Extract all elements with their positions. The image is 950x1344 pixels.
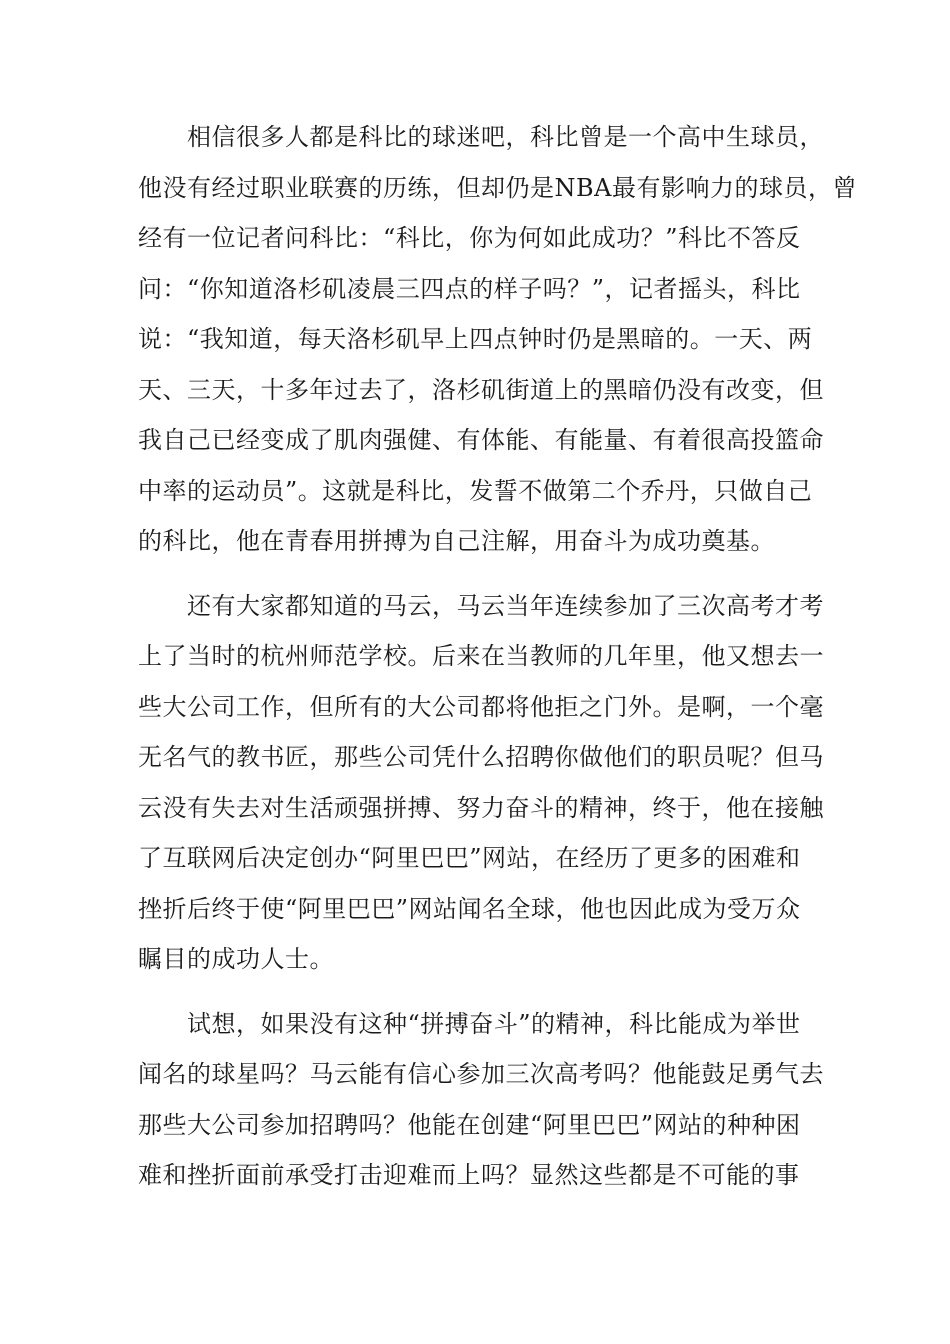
text-line: 无名气的教书匠，那些公司凭什么招聘你做他们的职员呢？但马 xyxy=(138,743,824,771)
text-line: 中率的运动员”。这就是科比，发誓不做第二个乔丹，只做自己 xyxy=(138,476,813,505)
text-line: 那些大公司参加招聘吗？他能在创建“阿里巴巴”网站的种种困 xyxy=(138,1110,801,1139)
text-line: 上了当时的杭州师范学校。后来在当教师的几年里，他又想去一 xyxy=(138,642,824,670)
text-line: 说：“我知道，每天洛杉矶早上四点钟时仍是黑暗的。一天、两 xyxy=(138,325,813,353)
text-line: 经有一位记者问科比：“科比，你为何如此成功？”科比不答反 xyxy=(138,224,801,252)
paragraph-jack-ma xyxy=(138,586,824,990)
text-line: 瞩目的成功人士。 xyxy=(138,945,334,973)
paragraph-kobe xyxy=(138,117,857,572)
text-line: 他没有经过职业联赛的历练，但却仍是NBA最有影响力的球员，曾 xyxy=(138,173,857,202)
text-line: 了互联网后决定创办“阿里巴巴”网站，在经历了更多的困难和 xyxy=(138,844,801,872)
text-line: 我自己已经变成了肌肉强健、有体能、有能量、有着很高投篮命 xyxy=(138,426,824,454)
text-line: 云没有失去对生活顽强拼搏、努力奋斗的精神，终于，他在接触 xyxy=(138,793,824,822)
paragraph-spacer xyxy=(138,990,818,1004)
text-line: 试想，如果没有这种“拼搏奋斗”的精神，科比能成为举世 xyxy=(138,1009,801,1038)
text-line: 的科比，他在青春用拼搏为自己注解，用奋斗为成功奠基。 xyxy=(138,527,775,555)
document-body xyxy=(138,117,857,1206)
text-line: 还有大家都知道的马云，马云当年连续参加了三次高考才考 xyxy=(138,591,824,620)
text-line: 难和挫折面前承受打击迎难而上吗？显然这些都是不可能的事 xyxy=(138,1161,800,1189)
text-line: 天、三天，十多年过去了，洛杉矶街道上的黑暗仍没有改变，但 xyxy=(138,375,824,404)
text-line: 些大公司工作，但所有的大公司都将他拒之门外。是啊，一个毫 xyxy=(138,692,824,721)
text-line: 挫折后终于使“阿里巴巴”网站闻名全球，他也因此成为受万众 xyxy=(138,894,801,923)
text-line: 相信很多人都是科比的球迷吧，科比曾是一个高中生球员， xyxy=(138,123,824,151)
text-line: 问：“你知道洛杉矶凌晨三四点的样子吗？”，记者摇头，科比 xyxy=(138,274,801,303)
paragraph-spacer xyxy=(138,572,818,586)
paragraph-conclusion xyxy=(138,1004,824,1206)
text-line: 闻名的球星吗？马云能有信心参加三次高考吗？他能鼓足勇气去 xyxy=(138,1060,824,1088)
